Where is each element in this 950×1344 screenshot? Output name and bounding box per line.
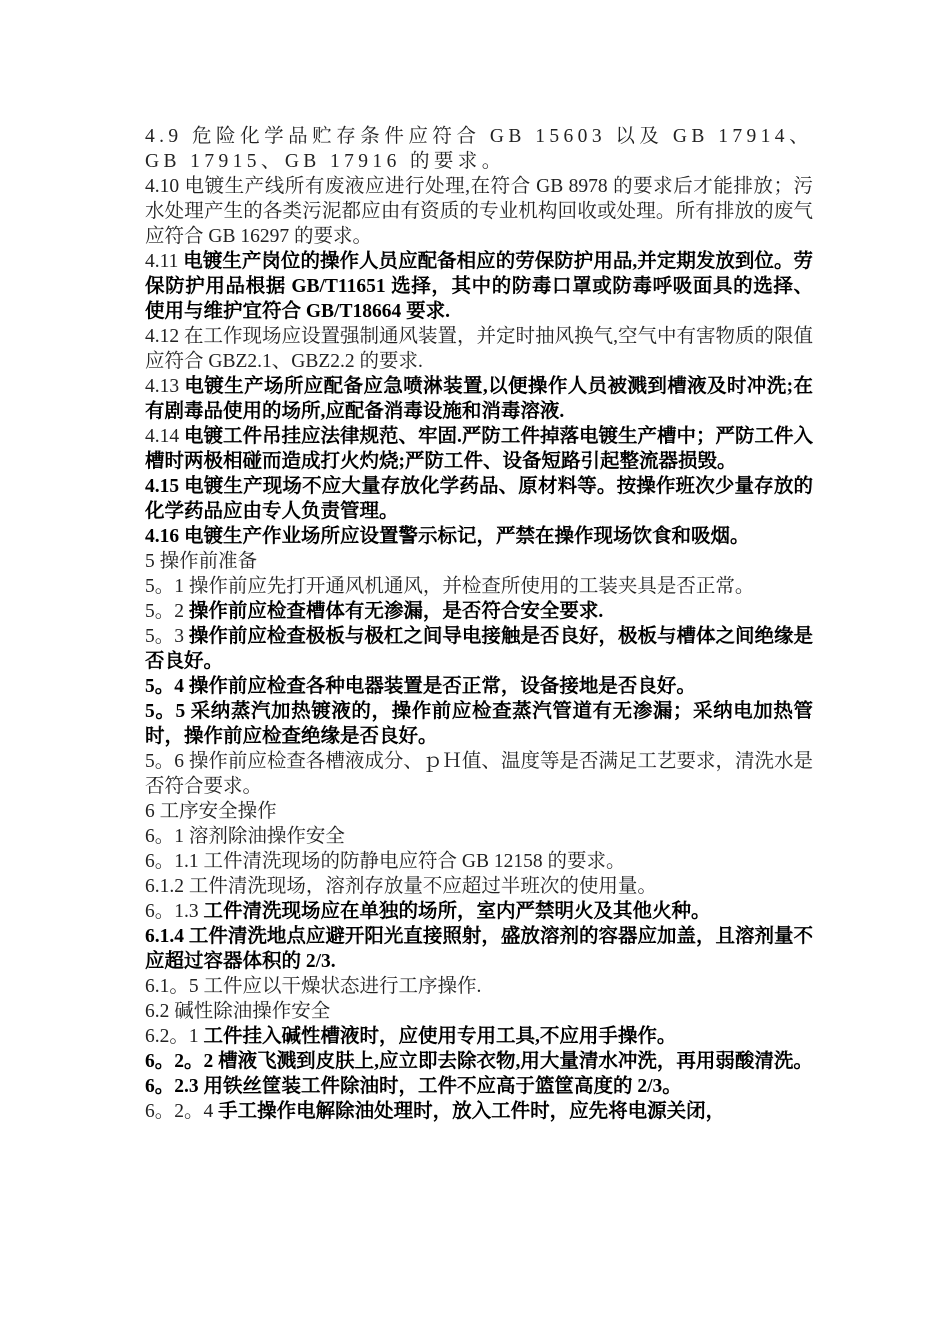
- clause-5-2: [145, 599, 813, 624]
- clause-4-15: [145, 474, 813, 524]
- clause-text: 电镀生产线所有废液应进行处理,在符合 GB 8978 的要求后才能排放；污水处理产生的各类污泥都应由有资质的专业机构回收或处理。所有排放的废气应符合 GB 16297 的要求。: [145, 176, 813, 247]
- clause-number: 5。5: [145, 701, 186, 722]
- clause-text: 电镀生产现场不应大量存放化学药品、原材料等。按操作班次少量存放的化学药品应由专人负责管理。: [145, 476, 813, 522]
- clause-text: 电镀生产岗位的操作人员应配备相应的劳保防护用品,并定期发放到位。劳保防护用品根据 GB/T11651 选择，其中的防毒口罩或防毒呼吸面具的选择、使用与维护宜符合 GB/T18664 要求.: [145, 251, 813, 322]
- clause-text: 操作前应检查各种电器装置是否正常，设备接地是否良好。: [184, 676, 696, 697]
- clause-text: 操作前应检查槽体有无渗漏，是否符合安全要求.: [184, 601, 604, 622]
- clause-text: 在工作现场应设置强制通风装置，并定时抽风换气,空气中有害物质的限值应符合 GBZ2.1、GBZ2.2 的要求.: [145, 326, 813, 372]
- clause-number: 6.1.4: [145, 926, 184, 947]
- clause-6-2-4: [145, 1099, 813, 1124]
- clause-6-2-1: [145, 1024, 813, 1049]
- clause-text: 工件清洗地点应避开阳光直接照射，盛放溶剂的容器应加盖，且溶剂量不应超过容器体积的 2/3.: [145, 926, 813, 972]
- clause-4-9: [145, 124, 813, 174]
- clause-4-13: [145, 374, 813, 424]
- clause-text: 操作前应检查各槽液成分、ｐＨ值、温度等是否满足工艺要求，清洗水是否符合要求。: [145, 751, 813, 797]
- clause-5-1: [145, 574, 813, 599]
- clause-number: 6。1.3: [145, 901, 199, 922]
- clause-6-2: [145, 999, 813, 1024]
- clause-number: 5。2: [145, 601, 185, 622]
- clause-number: 6: [145, 801, 155, 822]
- clause-number: 6.1。5: [145, 976, 199, 997]
- clause-5-4: [145, 674, 813, 699]
- clause-6-2-2: [145, 1049, 813, 1074]
- clause-number: 6.2。1: [145, 1026, 199, 1047]
- clause-number: 4.15: [145, 476, 180, 497]
- section-6-heading: [145, 799, 813, 824]
- clause-text: 碱性除油操作安全: [169, 1001, 331, 1022]
- clause-number: 6.2: [145, 1001, 170, 1022]
- clause-6-1-4: [145, 924, 813, 974]
- section-5-heading: [145, 549, 813, 574]
- clause-text: 电镀生产作业场所应设置警示标记，严禁在操作现场饮食和吸烟。: [179, 526, 750, 547]
- clause-number: 5。3: [145, 626, 185, 647]
- clause-4-10: [145, 174, 813, 249]
- clause-text: 危险化学品贮存条件应符合 GB 15603 以及 GB 17914、GB 17915、GB 17916 的要求。: [145, 126, 813, 172]
- clause-number: 6。1.1: [145, 851, 199, 872]
- clause-number: 4.9: [145, 126, 183, 147]
- clause-5-6: [145, 749, 813, 799]
- clause-text: 工件清洗现场的防静电应符合 GB 12158 的要求。: [198, 851, 626, 872]
- clause-number: 6。2.3: [145, 1076, 199, 1097]
- clause-6-1-1: [145, 849, 813, 874]
- clause-text: 用铁丝筐装工件除油时，工件不应高于篮筐高度的 2/3。: [198, 1076, 682, 1097]
- clause-text: 工件挂入碱性槽液时，应使用专用工具,不应用手操作。: [198, 1026, 677, 1047]
- clause-number: 4.10: [145, 176, 180, 197]
- clause-number: 6。2。2: [145, 1051, 214, 1072]
- clause-number: 5。1: [145, 576, 185, 597]
- clause-4-16: [145, 524, 813, 549]
- clause-text: 工件清洗现场应在单独的场所，室内严禁明火及其他火种。: [198, 901, 711, 922]
- clause-6-1: [145, 824, 813, 849]
- clause-number: 4.12: [145, 326, 180, 347]
- clause-4-12: [145, 324, 813, 374]
- clause-text: 操作前准备: [154, 551, 258, 572]
- clause-number: 4.16: [145, 526, 180, 547]
- clause-text: 操作前应检查极板与极杠之间导电接触是否良好，极板与槽体之间绝缘是否良好。: [145, 626, 813, 672]
- clause-number: 6。2。4: [145, 1101, 214, 1122]
- clause-number: 5。6: [145, 751, 185, 772]
- clause-text: 工序安全操作: [154, 801, 277, 822]
- clause-number: 5: [145, 551, 155, 572]
- clause-5-5: [145, 699, 813, 749]
- clause-text: 手工操作电解除油处理时，放入工件时，应先将电源关闭，: [213, 1101, 726, 1122]
- clause-5-3: [145, 624, 813, 674]
- clause-number: 4.11: [145, 251, 179, 272]
- clause-6-2-3: [145, 1074, 813, 1099]
- clause-text: 电镀生产场所应配备应急喷淋装置,以便操作人员被溅到槽液及时冲洗;在有剧毒品使用的场所,应配备消毒设施和消毒溶液.: [145, 376, 813, 422]
- document-body: [145, 124, 813, 1124]
- clause-number: 6.1.2: [145, 876, 184, 897]
- clause-4-11: [145, 249, 813, 324]
- clause-number: 4.13: [145, 376, 180, 397]
- clause-text: 操作前应先打开通风机通风，并检查所使用的工装夹具是否正常。: [184, 576, 755, 597]
- clause-6-1-3: [145, 899, 813, 924]
- clause-number: 5。4: [145, 676, 185, 697]
- clause-number: 6。1: [145, 826, 185, 847]
- clause-text: 溶剂除油操作安全: [184, 826, 345, 847]
- clause-6-1-5: [145, 974, 813, 999]
- clause-number: 4.14: [145, 426, 180, 447]
- clause-4-14: [145, 424, 813, 474]
- clause-text: 工件清洗现场，溶剂存放量不应超过半班次的使用量。: [184, 876, 657, 897]
- clause-text: 槽液飞溅到皮肤上,应立即去除衣物,用大量清水冲洗，再用弱酸清洗。: [213, 1051, 813, 1072]
- clause-text: 采纳蒸汽加热镀液的，操作前应检查蒸汽管道有无渗漏；采纳电加热管时，操作前应检查绝缘是否良好。: [145, 701, 813, 747]
- clause-6-1-2: [145, 874, 813, 899]
- clause-text: 电镀工件吊挂应法律规范、牢固.严防工件掉落电镀生产槽中；严防工件入槽时两极相碰而造成打火灼烧;严防工件、设备短路引起整流器损毁。: [145, 426, 813, 472]
- clause-text: 工件应以干燥状态进行工序操作.: [198, 976, 482, 997]
